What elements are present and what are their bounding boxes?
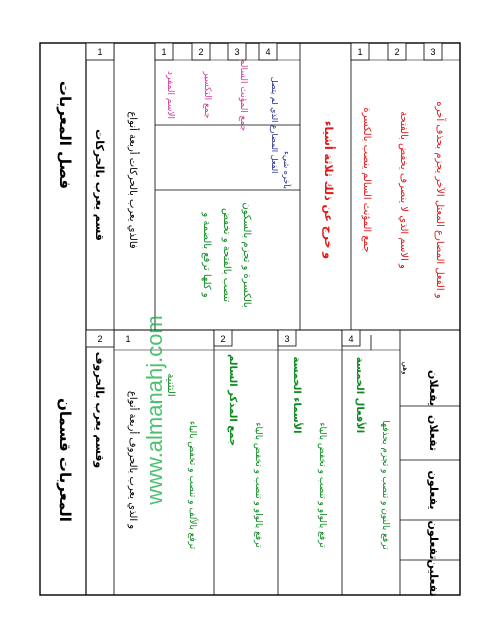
exception-text: جمع المؤنث السالم ينصب بالكسرة bbox=[361, 107, 372, 253]
type-rule: ترفع بالألف و تنصب و تخفض بالياء bbox=[187, 420, 197, 550]
exception-text: و الفعل المضارع المعتل الآخر يجزم بحذف آخره bbox=[434, 101, 445, 299]
type-number: 4 bbox=[265, 47, 271, 57]
type-number: 2 bbox=[220, 334, 226, 344]
type-name: بآخره شيء bbox=[282, 151, 291, 189]
rule-text: تنصب بالفتحة و تخفض bbox=[221, 208, 232, 302]
chapter-title: فصل المعربات bbox=[56, 80, 74, 190]
type-name: الأسماء الخمسة bbox=[291, 356, 302, 434]
type-number: 1 bbox=[125, 334, 131, 344]
part-two-number: 2 bbox=[97, 334, 103, 344]
type-name: الفعل المضارع الذي لم يتصل bbox=[270, 76, 279, 174]
part-title: المعربات قسمان bbox=[56, 398, 74, 522]
rule-text: و كلها ترفع بالضمة و bbox=[201, 212, 212, 298]
rotated-texts bbox=[56, 59, 447, 597]
five-verb: يفعلون bbox=[427, 470, 440, 510]
type-name: التثنية bbox=[165, 373, 176, 397]
type-number: 1 bbox=[161, 47, 167, 57]
five-verb: تفعلان bbox=[427, 415, 440, 451]
type-name: الأفعال الخمسة bbox=[354, 356, 365, 434]
exception-text: و الاسم الذي لا ينصرف يخفض بالفتحة bbox=[398, 111, 409, 269]
type-rule: ترفع بالواو و تنصب و تخفض بالياء bbox=[317, 422, 327, 548]
exception-number: 3 bbox=[430, 47, 436, 57]
type-number: 3 bbox=[284, 334, 290, 344]
part-one-label: قسم يعرب بالحركات bbox=[93, 129, 106, 241]
type-number: 4 bbox=[348, 334, 354, 344]
exception-number: 1 bbox=[357, 47, 363, 57]
part-two-label: وقسم يعرب بالحروف bbox=[93, 351, 106, 469]
type-name: جمع التكسير bbox=[202, 71, 212, 119]
number-boxes bbox=[86, 43, 442, 347]
type-rule: ترفع بالواو و تنصب و تخفض بالياء bbox=[253, 422, 263, 548]
exceptions-title: و خرج عن ذلك ثلاثة أشياء bbox=[322, 120, 335, 260]
number-labels bbox=[97, 47, 435, 344]
part-one-number: 1 bbox=[97, 47, 103, 57]
part-two-intro: و الذي يعرب بالحروف أربعة أنواع bbox=[127, 390, 138, 530]
five-verb: تفعلون bbox=[427, 520, 440, 560]
type-number: 2 bbox=[198, 47, 204, 57]
type-name: الاسم المفرد bbox=[165, 71, 175, 119]
type-name: جمع المذكر السالم bbox=[227, 353, 238, 447]
table-grid bbox=[40, 43, 460, 595]
exception-number: 2 bbox=[394, 47, 400, 57]
type-name: جمع المؤنث السالم bbox=[238, 58, 248, 132]
type-rule: ترفع بالنون و تنصب و تجزم بحذفها bbox=[380, 420, 390, 550]
rule-text: بالكسرة و تجزم بالسكون bbox=[241, 202, 252, 308]
type-number: 3 bbox=[234, 47, 240, 57]
part-one-intro: فالذي يعرب بالحركات أربعة أنواع bbox=[127, 111, 138, 249]
five-verb: يفعلان bbox=[427, 370, 440, 406]
five-verb: تفعلين bbox=[427, 559, 440, 597]
five-verbs-label: وهي bbox=[401, 361, 409, 375]
watermark: www.almanahj.com bbox=[142, 315, 167, 505]
